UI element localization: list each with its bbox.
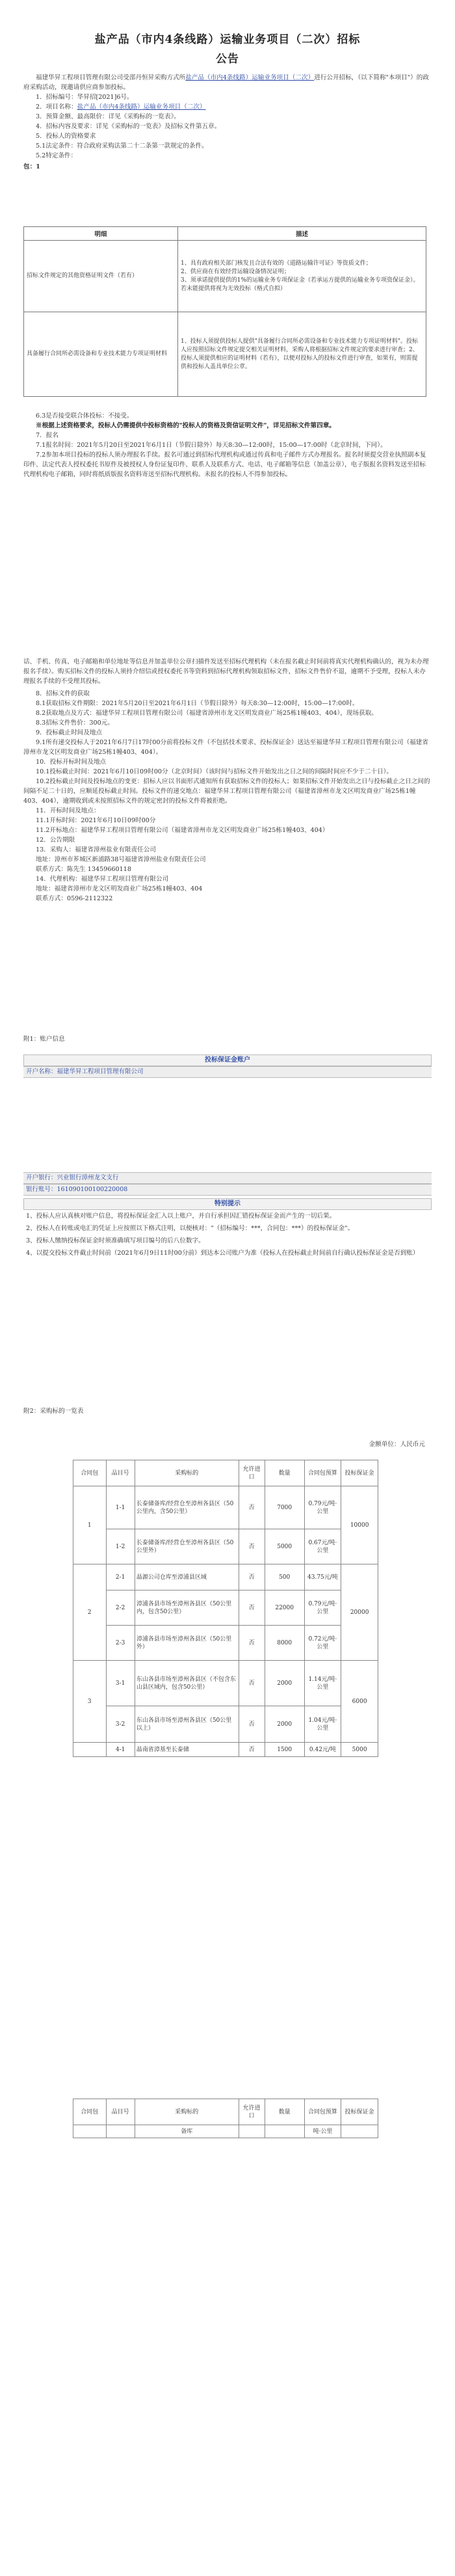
item-cell: 2-1 (106, 1564, 135, 1590)
col-import: 允许进口 (239, 2099, 265, 2125)
purchaser-name: 13．采购人：福建省漳州盐业有限责任公司 (36, 846, 156, 853)
qty-cell: 2000 (265, 1706, 304, 1743)
subject-cell: 东山各县市场至漳州各县区（不包含东山县区域内，包含50公里） (135, 1661, 239, 1706)
budget-cell: 吨·公里 (304, 2125, 341, 2138)
subject-cell: 晶源公司仓库至漳浦县区域 (135, 1564, 239, 1590)
budget-cell: 0.42元/吨 (304, 1743, 341, 1757)
pkg-cell (73, 1743, 107, 1757)
info-line-project (23, 102, 432, 112)
table-row (73, 1706, 378, 1743)
table-row (73, 2125, 378, 2138)
deposit-cell: 10000 (341, 1486, 378, 1564)
purchaser-contact: 联系方式：陈先生 13459660118 (36, 866, 131, 873)
item-cell: 2-3 (106, 1626, 135, 1661)
deposit-cell: 20000 (341, 1564, 378, 1661)
row-description: 1、投标人须提供投标人提供"具备履行合同所必需设备和专业技术能力专项证明材料"。投标人应按照招标文件规定提交相关证明材料，采购人将根据招标文件规定的要求进行审查；2、投标人须提供相应的证明材料（若有），以便对投标人的投标文件进行审查，如果有，则需提供和投标人盖具单位公章。 (178, 312, 426, 397)
col-deposit: 投标保证金 (341, 2099, 378, 2125)
opening-deadline: 10.1投标截止时间：2021年6月10日09时00分（北京时间）（该时间与招标文件开始发出之日之间的间隔时间应不少于二十日）。 (36, 768, 393, 775)
import-cell: 否 (239, 1661, 265, 1706)
bank-name: 开户银行：兴业银行漳州龙文支行 (23, 1172, 432, 1184)
col-deposit: 投标保证金 (341, 1460, 378, 1486)
account-number: 银行账号：161090100100220008 (23, 1184, 432, 1196)
subject-cell: 晶南省漳基至长泰储 (135, 1743, 239, 1757)
requirement-table-wrap (23, 226, 432, 397)
col-item: 品目号 (106, 2099, 135, 2125)
col-subject: 采购标的 (135, 1460, 239, 1486)
item-cell: 1-1 (106, 1486, 135, 1529)
joint-bid-line: 6.3是否接受联合体投标：不接受。 (36, 412, 133, 420)
deadline-detail: 9.1所有递交投标人于2021年6月7日17时00分前将投标文件（不包括技术要求、投标保证金）送达至福建华昇工程项目管理有限公司（福建省漳州市龙文区明发商业广场25栋1幢403、404）。 (23, 739, 428, 756)
requirement-table (23, 226, 426, 397)
subject-cell: 长泰储备库/经营仓至漳州各县区（50公里外） (135, 1529, 239, 1564)
lot-table-page2 (73, 2099, 378, 2138)
deposit-cell: 6000 (341, 1661, 378, 1743)
qty-cell: 7000 (265, 1486, 304, 1529)
item-cell: 3-2 (106, 1706, 135, 1743)
purchase-note: 话、手机、传真、电子邮箱和单位地址等信息并加盖单位公章扫描件发送至招标代理机构（未在报名截止时间前将真实代理机构确认的，视为未办理报名手续）。购买招标文件的投标人须持介绍信或授权委托书等资料到招标代理机构领取招标文件，招标文件售价不退，逾期不予受理，投标人未办理报名手续的不受理其投标。 (23, 658, 429, 685)
open-place: 11.2开标地点：福建华昇工程项目管理有限公司（福建省漳州市龙文区明发商业广场25栋1幢403、404） (36, 827, 329, 834)
table-caption: 包：1 (23, 163, 40, 170)
intro-paragraph (23, 73, 432, 92)
attachment1 (23, 1034, 432, 1078)
item-cell: 2-2 (106, 1590, 135, 1626)
open-time: 11.1开标时间：2021年6月10日09时00分 (36, 817, 156, 824)
info-line-7: 5.2特定条件： (36, 152, 77, 159)
doc-period: 8.1获取招标文件期限：2021年5月20日至2021年6月1日（节假日除外）每天8:30—12:00时，15:00—17:00时。 (36, 700, 359, 707)
item-cell: 4-1 (106, 1743, 135, 1757)
page-title: 盐产品（市内4条线路）运输业务项目（二次）招标 (94, 33, 361, 46)
col-qty: 数量 (265, 2099, 304, 2125)
info-line-3: 3．预算金额、最高限价：详见《采购标的一览表》。 (36, 113, 180, 120)
bold-notice: ※根据上述资格要求，投标人仍需提供中投标资格的"投标人的资格及资信证明文件"，详见招标文件第四章。 (36, 422, 335, 429)
budget-cell: 1.04元/吨·公里 (304, 1706, 341, 1743)
project-name-label: 2．项目名称： (36, 103, 77, 111)
col-subject: 采购标的 (135, 2099, 239, 2125)
col-qty: 数量 (265, 1460, 304, 1486)
col-package: 合同包 (73, 1460, 107, 1486)
registration-method: 7.2参加本项目投标的投标人须办理报名手续。报名可通过到招标代理机构或通过传真和电子邮件方式办理报名。报名时须提交营业执照副本复印件、法定代表人授权委托书原件及被授权人身份证复印件、联系人及联系方式、电话、电子邮箱等信息（加盖公章），电子版报名资料发送至招标代理机构电子邮箱，同时将纸质版报名资料寄送至招标代理机构。未报名的投标人不得参加投标。 (23, 451, 426, 478)
table-row (73, 1590, 378, 1626)
table-row (73, 1661, 378, 1706)
qty-cell: 22000 (265, 1590, 304, 1626)
subject-cell: 东山各县市场至漳州各县区（50公里以上） (135, 1706, 239, 1743)
notice-head: 特别提示 (23, 1198, 432, 1210)
intro-middle: 进行公开招标， (314, 74, 358, 81)
qty-cell: 8000 (265, 1626, 304, 1661)
import-cell: 否 (239, 1529, 265, 1564)
col-description: 描述 (178, 227, 426, 241)
registration-time: 7.1报名时间：2021年5月20日至2021年6月1日（节假日除外）每天8:30—12:00时，15:00—17:00时（北京时间，下同）。 (36, 442, 387, 449)
purchaser-address: 地址：漳州市芗城区新浦路38号福建省漳州盐业有限责任公司 (36, 856, 206, 863)
budget-cell: 0.72元/吨·公里 (304, 1626, 341, 1661)
opening-change: 10.2投标截止时间及投标地点的变更：招标人应以书面形式通知所有获取招标文件的投标人；如果招标文件开始发出之日与投标截止之日之间的间隔不足二十日的，应顺延投标截止时间。投标文件的递交地点：福建华昇工程项目管理有限公司（福建省漳州市龙文区明发商业广场25栋1幢403、404），逾期收到或未按照招标文件的规定密封的投标文件将被拒绝。 (23, 778, 430, 805)
import-cell (239, 2125, 265, 2138)
account-name: 开户名称：福建华昇工程项目管理有限公司 (23, 1066, 432, 1078)
notice-1: 1、投标人应认真核对账户信息，将投标保证金汇入以上账户，并自行承担因汇错投标保证金而产生的一切后果。 (26, 1213, 336, 1220)
info-line-4: 4．招标内容及要求：详见《采购标的一览表》及招标文件第五章。 (36, 123, 221, 130)
info-line-6: 5.1法定条件：符合政府采购法第二十二条第一款规定的条件。 (36, 142, 208, 150)
import-cell: 否 (239, 1564, 265, 1590)
pkg-cell: 3 (73, 1661, 107, 1743)
col-budget: 合同包预算 (304, 1460, 341, 1486)
deposit-cell (341, 2125, 378, 2138)
col-item: 品目号 (106, 1460, 135, 1486)
lot-table-continued (73, 2099, 378, 2138)
notice-4: 4、以提交投标文件截止时间前（2021年6月9日11时00分前）到达本公司账户为准（投标人在投标截止时间前自行确认投标保证金是否到账） (26, 1250, 419, 1257)
row-label: 招标文件规定的其他资格证明文件（若有） (24, 241, 178, 312)
pkg-cell: 2 (73, 1564, 107, 1661)
qty-cell: 1500 (265, 1743, 304, 1757)
row-description: 1、具有政府相关部门核发且合法有效的《道路运输许可证》等资质文件； 2、供应商在有效经营运输设备情况证明； 3、须承诺提供提供的1%的运输业务专项保证金（若承运方提供的运输业务专项资保证金）。若未能提供将视为无效投标（格式自拟） (178, 241, 426, 312)
table-row (73, 1486, 378, 1529)
import-cell: 否 (239, 1626, 265, 1661)
tender-section (23, 657, 432, 904)
intro-suffix: （以下简称"本项目"）的政府采购活动，现邀请供应商参加投标。 (23, 74, 429, 91)
deadline-heading: 9．投标截止时间及地点 (36, 729, 103, 736)
intro-section (23, 73, 432, 172)
page-title-line2: 公告 (216, 53, 239, 66)
budget-cell: 0.79元/吨·公里 (304, 1590, 341, 1626)
row-label: 具备履行合同所必需设备和专业技术能力专项证明材料 (24, 312, 178, 397)
lot-table (73, 1460, 378, 1757)
lot-table-wrap (73, 1460, 378, 1757)
notice-period: 12．公告期限 (36, 837, 75, 844)
unit-note: 金额单位：人民币元 (369, 1441, 425, 1448)
table-row (73, 1564, 378, 1590)
notice-3: 3、投标人缴纳投标保证金时须准确填写项目编号的后八位数字。 (26, 1237, 205, 1244)
qty-cell (265, 2125, 304, 2138)
notice-2: 2、投标人在转账或电汇的凭证上应按照以下格式注明，以便核对："（招标编号：***，合同包：***）的投标保证金"。 (26, 1225, 354, 1232)
table-row (73, 1626, 378, 1661)
item-cell: 1-2 (106, 1529, 135, 1564)
agency-address: 地址：福建省漳州市龙文区明发商业广场25栋1幢403、404 (36, 885, 203, 892)
subject-cell: 漳浦各县市场至漳州各县区（50公里内，包含50公里） (135, 1590, 239, 1626)
budget-cell: 0.67元/吨·公里 (304, 1529, 341, 1564)
subject-cell: 长泰储备库/经营仓至漳州各县区（50公里内，含50公里） (135, 1486, 239, 1529)
qty-cell: 2000 (265, 1661, 304, 1706)
table-row (24, 241, 426, 312)
registration-heading: 7．报名 (36, 432, 58, 439)
doc-price: 8.3招标文件售价：300元。 (36, 719, 114, 727)
pkg-cell (73, 2125, 107, 2138)
subject-cell: 漳浦各县市场至漳州各县区（50公里外） (135, 1626, 239, 1661)
table-row (24, 312, 426, 397)
registration-section (23, 411, 432, 479)
pkg-cell: 1 (73, 1486, 107, 1564)
qty-cell: 5000 (265, 1529, 304, 1564)
budget-cell: 43.75元/吨 (304, 1564, 341, 1590)
col-import: 允许进口 (239, 1460, 265, 1486)
table-row (73, 1529, 378, 1564)
table-row (73, 1743, 378, 1757)
import-cell: 否 (239, 1706, 265, 1743)
attach2-title: 附2：采购标的一览表 (23, 1408, 84, 1415)
intro-prefix: 福建华昇工程项目管理有限公司受邵丹恒昇采购方式所 (36, 74, 186, 81)
qty-cell: 500 (265, 1564, 304, 1590)
import-cell: 否 (239, 1590, 265, 1626)
col-package: 合同包 (73, 2099, 107, 2125)
info-line-5: 5．投标人的资格要求 (36, 133, 96, 140)
import-cell: 否 (239, 1743, 265, 1757)
bank-details (23, 1172, 432, 1259)
info-line-1: 1．招标编号：华昇招[2021]6号。 (36, 94, 133, 101)
budget-cell: 1.14元/吨·公里 (304, 1661, 341, 1706)
item-cell: 3-1 (106, 1661, 135, 1706)
budget-cell: 0.79元/吨·公里 (304, 1486, 341, 1529)
subject-cell: 备库 (135, 2125, 239, 2138)
item-cell (106, 2125, 135, 2138)
bank-account-head: 投标保证金账户 (23, 1054, 432, 1066)
doc-heading: 8．招标文件的获取 (36, 690, 90, 697)
project-name-value[interactable]: 盐产品（市内4条线路）运输业务项目（二次） (77, 103, 206, 111)
project-name-link[interactable]: 盐产品（市内4条线路）运输业务项目（二次） (185, 74, 315, 81)
agency-name: 14．代理机构：福建华昇工程项目管理有限公司 (36, 876, 169, 883)
agency-contact: 联系方式：0596-2112322 (36, 895, 113, 902)
deposit-cell: 5000 (341, 1743, 378, 1757)
attach1-title: 附1：账户信息 (23, 1036, 65, 1043)
attachment2 (23, 1406, 432, 1449)
opening-heading: 10．投标开标时间及地点 (36, 758, 107, 766)
open-time-heading: 11．开标时间及地点： (36, 807, 100, 814)
import-cell: 否 (239, 1486, 265, 1529)
doc-location: 8.2获取地点及方式：福建华昇工程项目管理有限公司（福建省漳州市龙文区明发商业广场25栋1幢403、404），现场获取。 (36, 710, 378, 717)
col-budget: 合同包预算 (304, 2099, 341, 2125)
col-detail: 明细 (24, 227, 178, 241)
